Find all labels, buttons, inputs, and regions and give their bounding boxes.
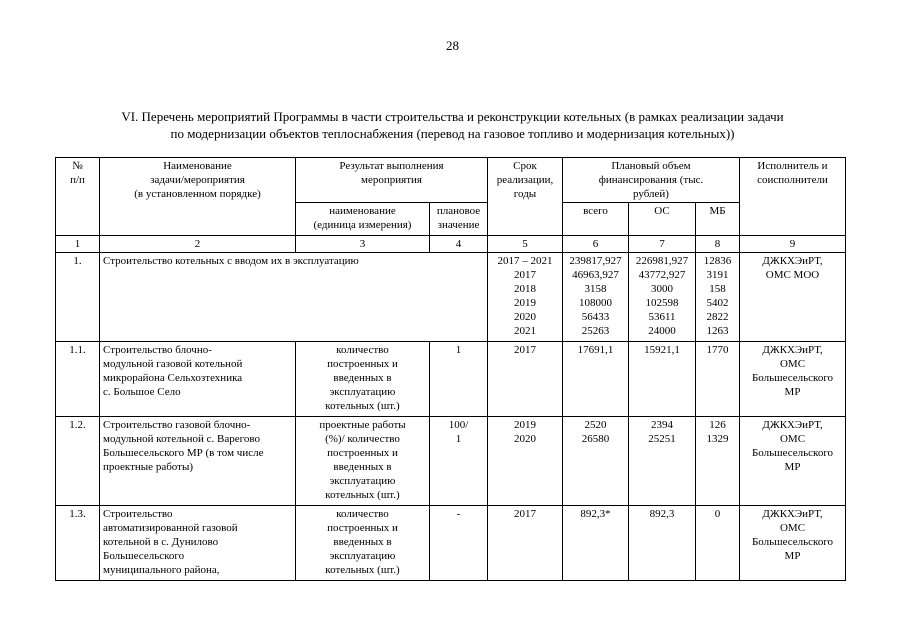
row-os: 226981,927 43772,927 3000 102598 53611 24000	[629, 253, 696, 342]
header-result-plan: плановое значение	[430, 203, 488, 236]
column-number: 1	[56, 236, 100, 253]
row-os: 2394 25251	[629, 417, 696, 506]
header-result-name: наименование (единица измерения)	[296, 203, 430, 236]
header-finance: Плановый объем финансирования (тыс. рублей)	[563, 158, 740, 203]
row-os: 15921,1	[629, 342, 696, 417]
heading-line-2: по модернизации объектов теплоснабжения (перевод на газовое топливо и модернизация котельных))	[170, 126, 735, 141]
row-mb: 126 1329	[696, 417, 740, 506]
table-row	[56, 342, 846, 417]
row-total: 892,3*	[563, 506, 629, 581]
row-executor: ДЖКХЭиРТ, ОМС Большесельского МР	[740, 506, 846, 581]
header-num: № п/п	[56, 158, 100, 236]
row-total: 17691,1	[563, 342, 629, 417]
row-plan: -	[430, 506, 488, 581]
column-number: 8	[696, 236, 740, 253]
row-name: Строительство газовой блочно- модульной котельной с. Варегово Большесельского МР (в том числе проектные работы)	[100, 417, 296, 506]
row-name: Строительство автоматизированной газовой котельной в с. Дунилово Большесельского муниципального района,	[100, 506, 296, 581]
row-result-name: проектные работы (%)/ количество построенных и введенных в эксплуатацию котельных (шт.)	[296, 417, 430, 506]
column-number-row	[56, 236, 846, 253]
row-mb: 12836 3191 158 5402 2822 1263	[696, 253, 740, 342]
row-num: 1.1.	[56, 342, 100, 417]
row-years: 2017	[488, 342, 563, 417]
section-heading	[60, 108, 845, 142]
column-number: 2	[100, 236, 296, 253]
row-num: 1.3.	[56, 506, 100, 581]
column-number: 3	[296, 236, 430, 253]
page-number: 28	[446, 38, 459, 53]
header-name: Наименование задачи/мероприятия (в установленном порядке)	[100, 158, 296, 236]
row-result-name: количество построенных и введенных в эксплуатацию котельных (шт.)	[296, 342, 430, 417]
row-total: 239817,927 46963,927 3158 108000 56433 25263	[563, 253, 629, 342]
measures-table	[55, 157, 846, 581]
column-number: 4	[430, 236, 488, 253]
header-fin-mb: МБ	[696, 203, 740, 236]
row-years: 2017 – 2021 2017 2018 2019 2020 2021	[488, 253, 563, 342]
table-row	[56, 253, 846, 342]
row-num: 1.2.	[56, 417, 100, 506]
row-total: 2520 26580	[563, 417, 629, 506]
header-result: Результат выполнения мероприятия	[296, 158, 488, 203]
row-os: 892,3	[629, 506, 696, 581]
row-name: Строительство блочно- модульной газовой котельной микрорайона Сельхозтехника с. Большое Село	[100, 342, 296, 417]
table-row	[56, 417, 846, 506]
header-executor: Исполнитель и соисполнители	[740, 158, 846, 236]
column-number: 5	[488, 236, 563, 253]
header-fin-os: ОС	[629, 203, 696, 236]
column-number: 7	[629, 236, 696, 253]
row-mb: 1770	[696, 342, 740, 417]
row-plan: 100/ 1	[430, 417, 488, 506]
row-executor: ДЖКХЭиРТ, ОМС Большесельского МР	[740, 342, 846, 417]
table-row	[56, 506, 846, 581]
row-name: Строительство котельных с вводом их в эксплуатацию	[100, 253, 488, 342]
row-executor: ДЖКХЭиРТ, ОМС МОО	[740, 253, 846, 342]
header-fin-total: всего	[563, 203, 629, 236]
row-years: 2017	[488, 506, 563, 581]
row-mb: 0	[696, 506, 740, 581]
row-num: 1.	[56, 253, 100, 342]
row-executor: ДЖКХЭиРТ, ОМС Большесельского МР	[740, 417, 846, 506]
column-number: 6	[563, 236, 629, 253]
header-row-1	[56, 158, 846, 203]
row-plan: 1	[430, 342, 488, 417]
row-result-name: количество построенных и введенных в эксплуатацию котельных (шт.)	[296, 506, 430, 581]
column-number: 9	[740, 236, 846, 253]
header-term: Срок реализации, годы	[488, 158, 563, 236]
row-years: 2019 2020	[488, 417, 563, 506]
heading-line-1: VI. Перечень мероприятий Программы в части строительства и реконструкции котельных (в рамках реализации задачи	[121, 109, 784, 124]
